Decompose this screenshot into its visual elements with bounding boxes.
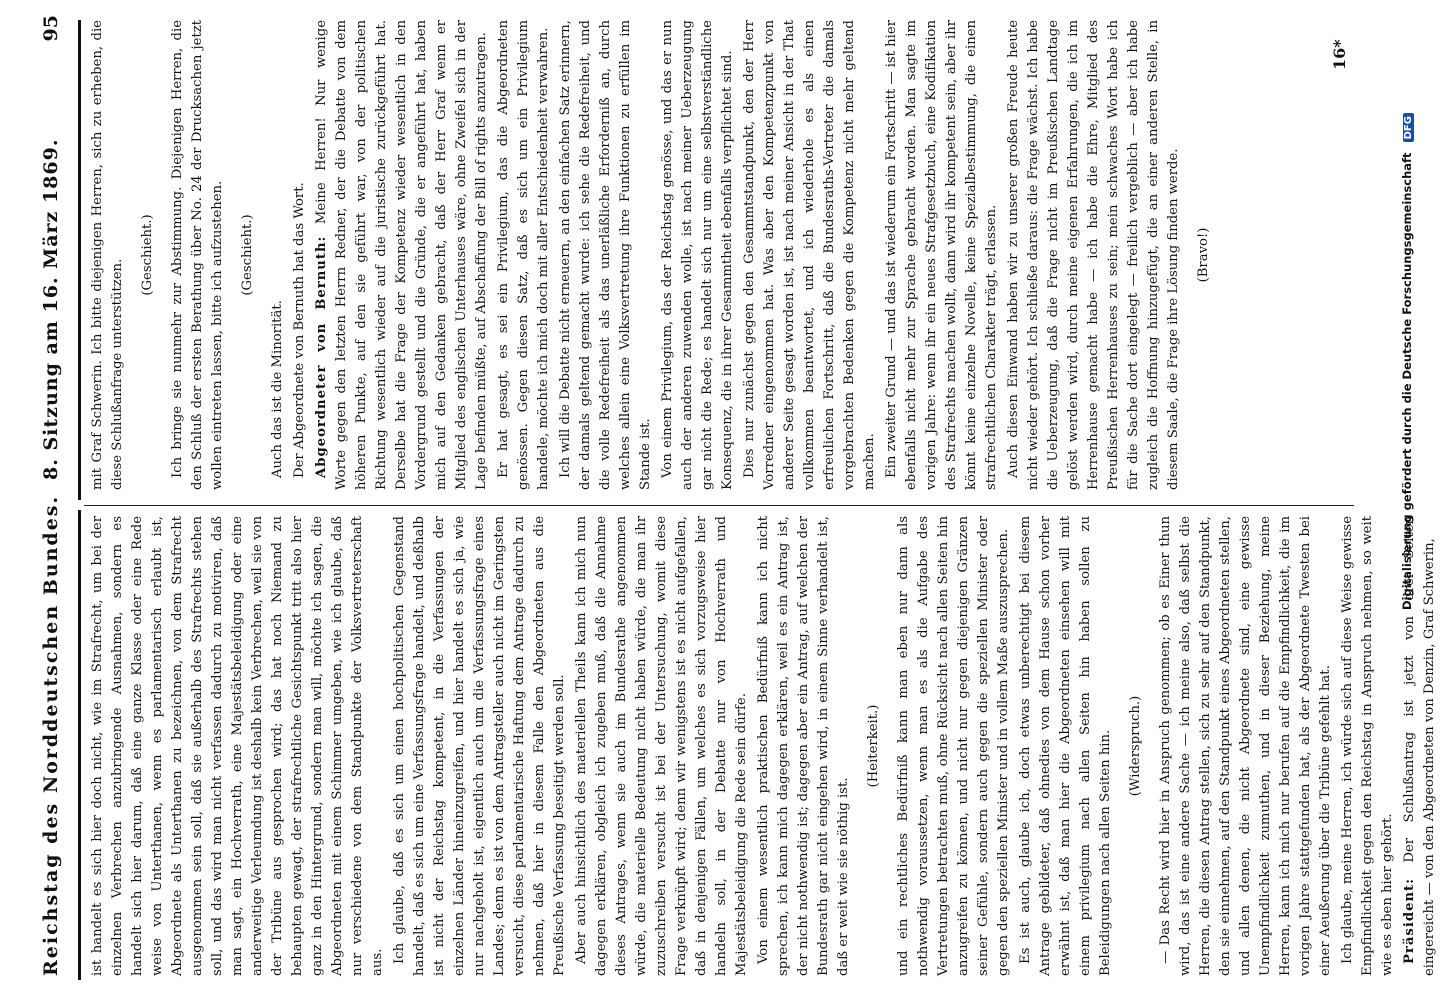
header-rule-right bbox=[78, 20, 81, 500]
stage-direction: (Geschieht.) bbox=[140, 214, 155, 296]
paragraph: Auch diesen Einwand haben wir zu unserer großen Freude heute nicht wieder gehört. Ich schließe daraus: die Frage wächst. Ich habe die Ueberzeugung, daß die Frage nicht im Preußischen Landtage gelöst werden wird, durch meine eigenen Erfahrungen, die ich im Herrenhause gemacht habe — ich habe die Ehre, Mitglied des Preußischen Herrenhauses zu sein; mein schwaches Wort habe ich für die Sache dort eingelegt — freilich vergeblich — aber ich habe zugleich die Hoffnung hinzugefügt, die an einer anderen Stelle, in diesem Saale, die Frage ihre Lösung finden werde. bbox=[1006, 20, 1181, 490]
paragraph: Ich glaube, meine Herren, ich würde sich auf diese Weise gewisse Empfindlichkeit gegen den Reichstag in Anspruch nehmen, so weit wie es eben hier gehört. bbox=[1340, 516, 1395, 976]
paragraph: Ich glaube, daß es sich um einen hochpolitischen Gegenstand handelt, daß es sich um eine Verfassungsfrage handelt, und deßhalb ist nicht der Reichstag kompetent, in die Verfassungen der einzelnen Länder hineinzugreifen, und hier handelt es sich ja, wie nur nachgeholt ist, eigentlich auch um die Verfassungsfrage eines Landes; denn es ist von dem Antragsteller auch nicht im Geringsten versucht, diese parlamentarische Haftung dem Antrage dadurch zu nehmen, daß hier in diesem Falle den Abgeordneten aus die Preußische Verfassung beseitigt werden soll. bbox=[392, 516, 567, 976]
paragraph: Ich bringe sie nunmehr zur Abstimmung. Diejenigen Herren, die den Schluß der ersten Berathung über No. 24 der Drucksachen jetzt wollen eintreten lassen, bitte ich aufzustehen. bbox=[170, 20, 225, 490]
speaker-name: Abgeordneter von Bernuth: bbox=[314, 235, 329, 478]
paragraph: — Das Recht wird hier in Anspruch genommen; ob es Einer thun wird, das ist eine andere Sache — ich meine also, daß selbst die Herren, die diesen Antrag stellen, sich zu sehr auf den Standpunkt, den sie einnehmen, auf den Standpunkt eines Abgeordneten stellen, und allen denen, die nicht Abgeordnete sind, eine gewisse Unempfindlichkeit zumuthen, und in dieser Beziehung, meine Herren, kann ich mich nur berufen auf die Empfindlichkeit, die im vorigen Jahre stattgefunden hat, als der Abgeordnete Twesten bei einer Aeußerung über die Tribüne gefehlt hat. bbox=[1158, 516, 1333, 976]
paragraph: Auch das ist die Minorität. bbox=[270, 300, 285, 478]
paragraph: Von einem wesentlich praktischen Bedürfniß kann ich nicht sprechen, ich kann mich dagegen erklären, weil es ein Antrag ist, der nicht nothwendig ist; dagegen aber ein Antrag, auf welchen der Bundesrath gar nicht eingehen wird, in einem Sinne verhandelt ist, daß er weit wie sie nöthig ist. bbox=[756, 516, 851, 976]
dfg-logo: DFG bbox=[1403, 113, 1414, 142]
paragraph: Ich will die Debatte nicht erneuern, an den einfachen Satz erinnern, der damals geltend gemacht wurde: ich sehe die Redefreiheit, und die volle Redefreiheit als das unerläßliche Erforderniß an, durch welches allein eine Volksvertretung ihre Funktionen zu erfüllen im Stande ist. bbox=[558, 20, 653, 490]
speech-text: Der Schlußantrag ist jetzt von drei Seiten eingereicht — von den Abgeordneten von Denzin, Graf Schwerin, bbox=[1402, 516, 1437, 976]
running-header-left: Reichstag des Norddeutschen Bundes. bbox=[40, 494, 62, 976]
digitization-note-text: Digitalisierung gefördert durch die Deutsche Forschungsgemeinschaft bbox=[1400, 152, 1414, 610]
paragraph: Der Abgeordnete von Bernuth hat das Wort. bbox=[292, 182, 307, 478]
paragraph: Es ist auch, glaube ich, doch etwas unberechtigt bei diesem Antrage gebildeter, daß ohnedies von dem Hause schon vorher erwähnt ist, daß man hier die Abgeordneten einsehen will mit einem privilegium nach allen Seiten hin haben sollen zu Beleidigungen nach allen Seiten hin. bbox=[1018, 516, 1113, 976]
paragraph: Von einem Privilegium, das der Reichstag genösse, und das er nun auch der anderen zuwenden wolle, ist nach meiner Ueberzeugung gar nicht die Rede; es handelt sich nur um eine selbstverständliche Konsequenz, die in ihrer Gesammtheit ebenfalls verpflichtet sind. bbox=[660, 20, 735, 490]
stage-direction: (Heiterkeit.) bbox=[866, 704, 881, 788]
paragraph: mit Graf Schwerin. Ich bitte diejenigen Herren, sich zu erheben, die diese Schlußanfrage unterstützen. bbox=[90, 20, 125, 490]
stage-direction: (Geschieht.) bbox=[240, 214, 255, 296]
signature-mark: 16* bbox=[1330, 39, 1349, 70]
column-divider bbox=[84, 505, 1354, 506]
paragraph: ist handelt es sich hier doch nicht, wie im Strafrecht, um bei der einzelnen Verbrechen anzubringende Ausnahmen, sondern es handelt sich hier darum, daß eine ganze Klasse oder eine Rede weise von Unterthanen, wenn es parlamentarisch erlaubt ist, Abgeordnete als Unterthanen zu bezeichnen, von dem Strafrecht ausgenommen sein soll, daß sie außerhalb des Strafrechts stehen soll, und das wird man nicht verfassen dadurch zu motiviren, daß man sagt, ein Hochverrath, eine Majestätsbeleidigung oder eine anderweitige Verleumdung ist deshalb kein Verbrechen, weil sie von der Tribüne aus gesprochen wird; das hat noch Niemand zu behaupten gewagt, der strafrechtliche Gesichtspunkt tritt also hier ganz in den Hintergrund, sondern man will, möchte ich sagen, die Abgeordneten mit einem Schimmer umgeben, wie ich glaube, daß nur verschiedene von dem Standpunkte der Volksvertreterschaft aus. bbox=[90, 516, 385, 976]
stage-direction: (Widerspruch.) bbox=[1128, 695, 1143, 797]
paragraph: Er hat gesagt, es sei ein Privilegium, das die Abgeordneten genössen. Gegen diesen Satz, daß es sich um ein Privilegium handele, möchte ich mich doch mit aller Entschiedenheit verwahren. bbox=[496, 20, 551, 490]
speaker-name: Präsident: bbox=[1402, 877, 1417, 964]
paragraph: Dies nur zunächst gegen den Gesammtstandpunkt, den der Herr Vorredner eingenommen hat. Was aber den Kompetenzpunkt von anderer Seite gesagt worden ist, ist nach meiner Ansicht in der That vollkommen beantwortet, und ich wiederhole es als einen erfreulichen Fortschritt, daß die Bundesraths-Vertreter die damals vorgebrachten Bedenken gegen die Kompetenz nicht mehr geltend machen. bbox=[742, 20, 877, 490]
header-rule-left bbox=[78, 510, 81, 980]
running-header-right: 8. Sitzung am 16. März 1869. bbox=[40, 138, 62, 480]
speech bbox=[312, 20, 492, 490]
paragraph: Aber auch hinsichtlich des materiellen Theils kann ich mich nun dagegen erklären, obgleich ich zugeben muß, daß die Annahme dieses Antrages, wenn sie auch im Bundesrathe angenommen würde, die materielle Bedeutung nicht haben würde, die man ihr zuzuschreiben versucht ist bei der Untersuchung, womit diese Frage verknüpft wird; denn wir wenigstens ist es nicht aufgefallen, daß in denjenigen Fällen, um welches es sich vorzugsweise hier handeln soll, in der Debatte nur von Hochverrath und Majestätsbeleidigung die Rede sein dürfe. bbox=[574, 516, 749, 976]
speech-text: Meine Herren! Nur wenige Worte gegen den letzten Herrn Redner, der die Debatte von dem höheren Punkte, auf den sie geführt war, von der politischen Richtung wesentlich wieder auf die juristische zurückgeführt hat. Derselbe hat die Frage der Kompetenz wieder wesentlich in den Vordergrund gestellt und die Gründe, die er angeführt hat, haben mich auf den Gedanken gebracht, daß der Herr Graf wenn er Mitglied des englischen Unterhauses wäre, ohne Zweifel sich in der Lage befinden müßte, auf Abschaffung der Bill of rights anzutragen. bbox=[314, 20, 489, 490]
digitization-note bbox=[1400, 10, 1414, 610]
right-column bbox=[88, 20, 1224, 490]
left-column bbox=[88, 516, 1442, 976]
paragraph: und ein rechtliches Bedürfniß kann man eben nur dann als nothwendig voraussetzen, wenn man es als die Aufgabe des Vertretungen betrachten muß, ohne Rücksicht nach allen Seiten hin anzugreifen zu können, und nicht nur gegen diejenigen Gränzen seiner Gefühle, sondern auch gegen die speziellen Minister oder gegen den speziellen Minister und in vollem Maße auszusprechen. bbox=[896, 516, 1011, 976]
page-number: 95 bbox=[40, 15, 62, 42]
stage-direction: (Bravo!) bbox=[1196, 227, 1211, 283]
paragraph: Ein zweiter Grund — und das ist wiederum ein Fortschritt — ist hier ebenfalls nicht mehr zur Sprache gebracht worden. Man sagte im vorigen Jahre: wenn ihr ein neues Strafgesetzbuch, eine Kodifikation des Strafrechts machen wollt, dann wird ihr kompetent sein, aber ihr könnt keine einzelne Novelle, keine Spezialbestimmung, die einen strafrechtlichen Charakter trägt, erlassen. bbox=[884, 20, 999, 490]
